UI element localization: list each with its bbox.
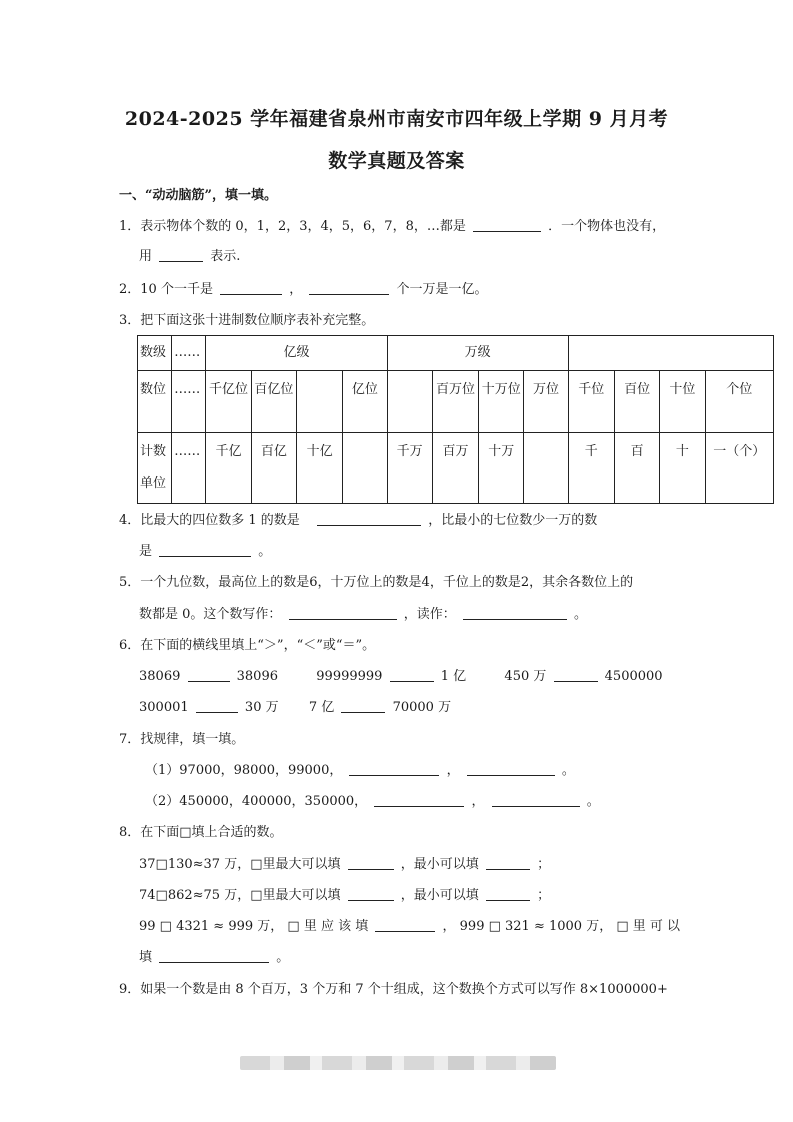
table-cell: 十万 xyxy=(479,433,524,504)
q8-text: 37□130≈37 万，□里最大可以填 xyxy=(139,857,341,872)
table-cell: 千万 xyxy=(387,433,432,504)
q8-text: ，最小可以填 xyxy=(400,857,479,872)
q8-text: ， 999 □ 321 ≈ 1000 万， □ 里 可 以 xyxy=(442,919,681,934)
table-cell: 十位 xyxy=(660,371,705,433)
table-cell: 千亿 xyxy=(206,433,251,504)
table-cell: 百万 xyxy=(432,433,478,504)
table-cell-blank[interactable] xyxy=(343,433,387,504)
place-value-table xyxy=(137,335,774,504)
table-cell: 数位 xyxy=(138,371,172,433)
q7-text: （1）97000，98000，99000， xyxy=(145,763,343,778)
q8-semi: ； xyxy=(537,888,551,903)
table-cell: 十 xyxy=(660,433,705,504)
table-cell: 百万位 xyxy=(432,371,478,433)
q4-text-c: 是 xyxy=(139,544,153,559)
q5-text-d: 。 xyxy=(573,607,587,622)
q2-text-c: 个一万是一亿。 xyxy=(396,282,488,297)
question-4-line-1 xyxy=(119,511,597,531)
table-cell: 万位 xyxy=(524,371,568,433)
blurred-footer-watermark xyxy=(240,1056,556,1070)
q6-value: 450 万 xyxy=(504,669,547,684)
q8-text: 。 xyxy=(276,950,290,965)
q1-text-c: 用 xyxy=(139,249,153,264)
question-1-line-2 xyxy=(139,247,240,267)
question-9: 9．如果一个数是由 8 个百万，3 个万和 7 个十组成，这个数换个方式可以写作 8×1000000+ xyxy=(119,982,668,997)
answer-blank[interactable] xyxy=(317,511,421,526)
question-8-line-3 xyxy=(139,917,680,937)
table-cell-blank[interactable] xyxy=(524,433,568,504)
answer-blank[interactable] xyxy=(374,792,464,807)
q7-comma: ， xyxy=(446,763,460,778)
answer-blank[interactable] xyxy=(463,605,567,620)
question-1-line-1 xyxy=(119,217,665,237)
q7-text: （2）450000，400000，350000， xyxy=(145,794,368,809)
table-cell: 百亿 xyxy=(251,433,296,504)
table-cell-blank[interactable] xyxy=(568,336,773,371)
table-cell: 数级 xyxy=(138,336,172,371)
answer-blank[interactable] xyxy=(349,761,439,776)
q1-text-a: 1．表示物体个数的 0，1，2，3，4，5，6，7，8，…都是 xyxy=(119,219,466,234)
q7-comma: ， xyxy=(471,794,485,809)
question-7-part-1 xyxy=(145,761,575,781)
q6-value: 300001 xyxy=(139,700,189,715)
table-cell: …… xyxy=(172,433,206,504)
q8-text: ，最小可以填 xyxy=(400,888,479,903)
answer-blank[interactable] xyxy=(159,247,203,262)
question-2 xyxy=(119,280,488,300)
q4-text-a: 4．比最大的四位数多 1 的数是 xyxy=(119,513,300,528)
question-5-line-2 xyxy=(139,605,587,625)
answer-blank[interactable] xyxy=(554,667,598,682)
answer-blank[interactable] xyxy=(473,217,541,232)
question-7: 7．找规律，填一填。 xyxy=(119,732,245,747)
table-cell: 万级 xyxy=(387,336,568,371)
answer-blank[interactable] xyxy=(289,605,397,620)
q6-value: 4500000 xyxy=(604,669,663,684)
q6-value: 1 亿 xyxy=(440,669,467,684)
table-cell: 千亿位 xyxy=(206,371,251,433)
answer-blank[interactable] xyxy=(196,698,238,713)
answer-blank[interactable] xyxy=(348,855,394,870)
q6-value: 99999999 xyxy=(316,669,383,684)
table-cell-blank[interactable] xyxy=(296,371,342,433)
question-8-line-2 xyxy=(139,886,550,906)
q6-value: 38069 xyxy=(139,669,181,684)
answer-blank[interactable] xyxy=(492,792,580,807)
answer-blank[interactable] xyxy=(486,886,530,901)
table-cell: 千位 xyxy=(568,371,614,433)
answer-blank[interactable] xyxy=(375,917,435,932)
table-cell: 千 xyxy=(568,433,614,504)
table-cell: 十亿 xyxy=(296,433,342,504)
table-cell: 计数单位 xyxy=(138,433,172,504)
q6-value: 7 亿 xyxy=(308,700,335,715)
table-cell: 个位 xyxy=(705,371,774,433)
table-cell: …… xyxy=(172,371,206,433)
answer-blank[interactable] xyxy=(467,761,555,776)
answer-blank[interactable] xyxy=(159,948,269,963)
table-cell: 亿位 xyxy=(343,371,387,433)
q2-text-a: 2．10 个一千是 xyxy=(119,282,213,297)
q5-text-c: ，读作： xyxy=(403,607,456,622)
q7-end: 。 xyxy=(561,763,575,778)
question-4-line-2 xyxy=(139,542,271,562)
question-8-line-1 xyxy=(139,855,550,875)
table-cell-blank[interactable] xyxy=(387,371,432,433)
q4-text-d: 。 xyxy=(258,544,272,559)
table-cell: 一（个） xyxy=(705,433,774,504)
question-8: 8．在下面□填上合适的数。 xyxy=(119,825,283,840)
q6-value: 30 万 xyxy=(244,700,279,715)
q1-text-d: 表示. xyxy=(210,249,241,264)
q4-text-b: ，比最小的七位数少一万的数 xyxy=(428,513,598,528)
question-6-row-2 xyxy=(139,698,451,718)
answer-blank[interactable] xyxy=(341,698,385,713)
table-cell: 百亿位 xyxy=(251,371,296,433)
q8-semi: ； xyxy=(537,857,551,872)
table-cell: 百位 xyxy=(614,371,659,433)
answer-blank[interactable] xyxy=(159,542,251,557)
q8-text: 74□862≈75 万，□里最大可以填 xyxy=(139,888,341,903)
q2-text-b: ， xyxy=(289,282,303,297)
answer-blank[interactable] xyxy=(220,280,282,295)
answer-blank[interactable] xyxy=(348,886,394,901)
table-cell: …… xyxy=(172,336,206,371)
title-line-2: 数学真题及答案 xyxy=(328,150,465,172)
q7-end: 。 xyxy=(586,794,600,809)
q8-text: 99 □ 4321 ≈ 999 万， □ 里 应 该 填 xyxy=(139,919,369,934)
answer-blank[interactable] xyxy=(486,855,530,870)
q6-value: 38096 xyxy=(236,669,278,684)
question-5-line-1: 5．一个九位数，最高位上的数是6，十万位上的数是4，千位上的数是2，其余各数位上的 xyxy=(119,575,634,590)
answer-blank[interactable] xyxy=(188,667,230,682)
answer-blank[interactable] xyxy=(309,280,389,295)
question-6-row-1 xyxy=(139,667,663,687)
q1-text-b: ．一个物体也没有， xyxy=(548,219,666,234)
table-cell: 亿级 xyxy=(206,336,387,371)
table-cell: 十万位 xyxy=(479,371,524,433)
table-cell: 百 xyxy=(614,433,659,504)
answer-blank[interactable] xyxy=(390,667,434,682)
title-line-1: 2024-2025 学年福建省泉州市南安市四年级上学期 9 月月考 xyxy=(124,108,669,130)
question-8-line-4 xyxy=(139,948,289,968)
q6-value: 70000 万 xyxy=(392,700,452,715)
question-6: 6．在下面的横线里填上“＞”，“＜”或“＝”。 xyxy=(119,638,376,653)
q8-text: 填 xyxy=(139,950,153,965)
section-heading-1: 一、“动动脑筋”，填一填。 xyxy=(119,188,277,203)
question-7-part-2 xyxy=(145,792,600,812)
question-3: 3．把下面这张十进制数位顺序表补充完整。 xyxy=(119,313,375,328)
q5-text-b: 数都是 0。这个数写作： xyxy=(139,607,282,622)
